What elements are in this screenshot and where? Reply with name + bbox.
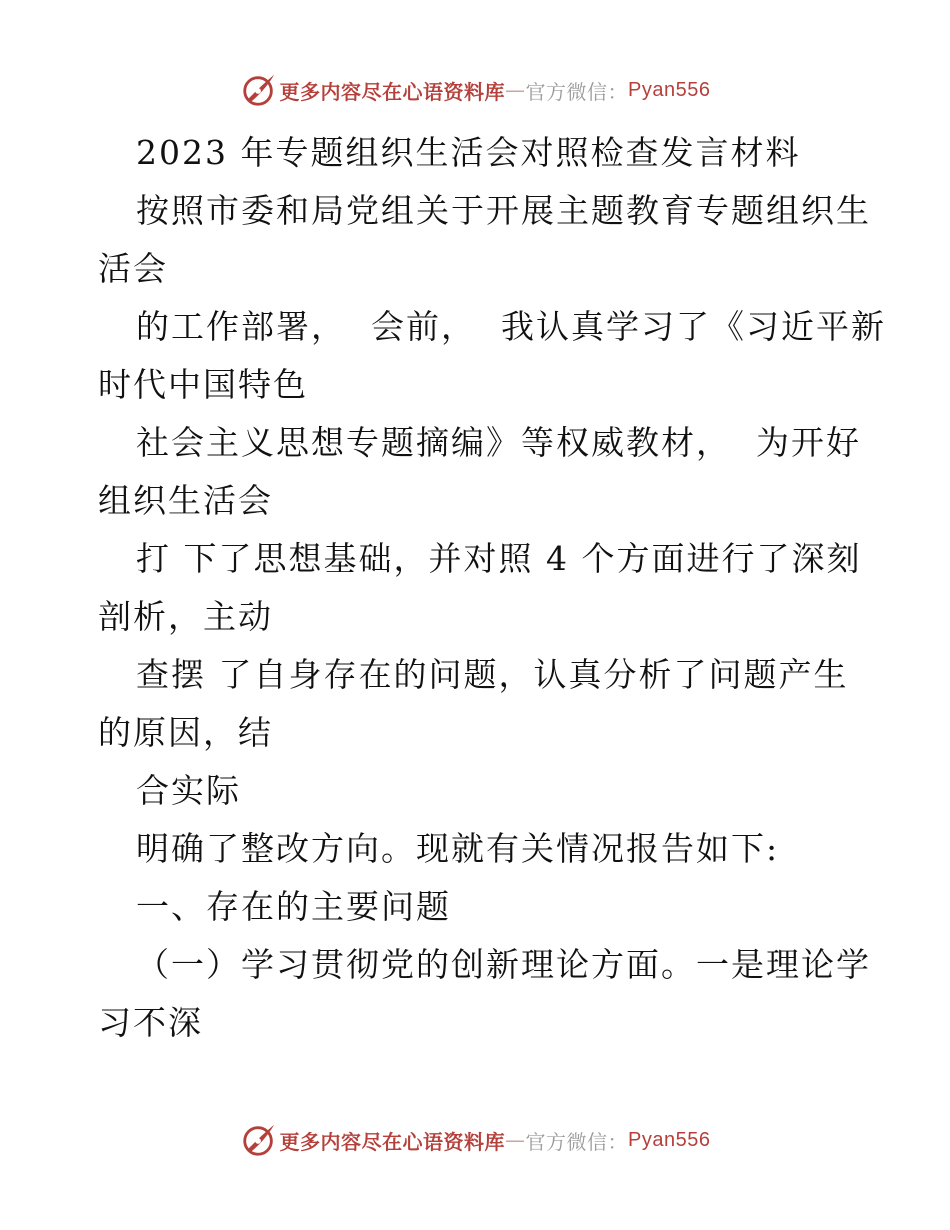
quill-pen-logo-icon (240, 71, 278, 109)
doc-line: 活会 (98, 249, 168, 288)
watermark-dash: — (505, 78, 526, 102)
doc-line: 明确了整改方向。现就有关情况报告如下: (136, 829, 780, 868)
watermark-brand: 更多内容尽在心语资料库 (279, 79, 506, 104)
doc-line: 按照市委和局党组关于开展主题教育专题组织生 (136, 191, 871, 230)
doc-line: 剖析，主动 (98, 597, 273, 636)
quill-pen-logo-icon (240, 1121, 278, 1159)
watermark-wechat-label: 官方微信： (525, 1129, 629, 1154)
watermark-wechat-id: Pyan556 (628, 78, 711, 101)
watermark-brand: 更多内容尽在心语资料库 (279, 1129, 506, 1154)
doc-line: 查摆 了自身存在的问题，认真分析了问题产生 (136, 655, 849, 694)
watermark-banner-bottom (0, 1120, 950, 1160)
doc-line: 组织生活会 (98, 481, 273, 520)
watermark-banner-top (0, 70, 950, 110)
doc-line: 习不深 (98, 1003, 203, 1042)
doc-line: （一）学习贯彻党的创新理论方面。一是理论学 (136, 945, 871, 984)
watermark-dash: — (505, 1128, 526, 1152)
doc-line: 的原因，结 (98, 713, 273, 752)
watermark-wechat-label: 官方微信： (525, 79, 629, 104)
doc-line: 2023 年专题组织生活会对照检查发言材料 (136, 133, 801, 172)
watermark-wechat-id: Pyan556 (628, 1128, 711, 1151)
document-body (98, 124, 886, 1052)
doc-line: 的工作部署， 会前， 我认真学习了《习近平新 (136, 307, 886, 346)
doc-line: 时代中国特色 (98, 365, 308, 404)
doc-line: 合实际 (136, 771, 241, 810)
doc-line: 社会主义思想专题摘编》等权威教材， 为开好 (136, 423, 861, 462)
doc-line: 打 下了思想基础，并对照 4 个方面进行了深刻 (136, 539, 862, 578)
doc-line: 一、存在的主要问题 (136, 887, 451, 926)
